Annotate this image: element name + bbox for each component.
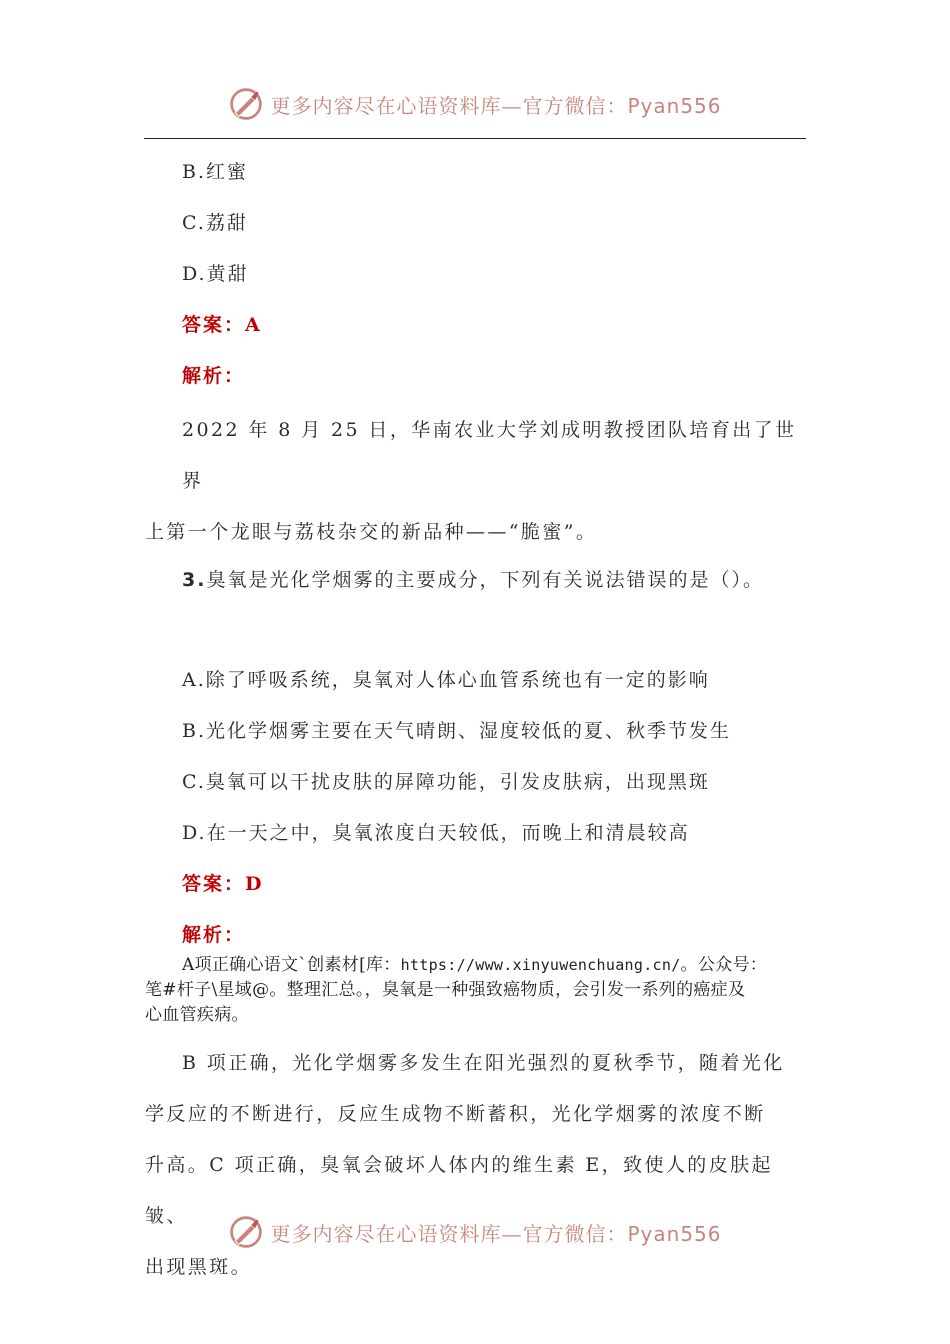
header-divider (144, 138, 806, 139)
page-footer (0, 1208, 950, 1256)
q3-analysis-line-1: B 项正确，光化学烟雾多发生在阳光强烈的夏秋季节，随着光化 (182, 1052, 785, 1074)
q3-small-line-1: A项正确心语文`创素材[库：https://www.xinyuwenchuang.cn/。公众号： (182, 955, 768, 975)
q3-answer: 答案：D (182, 873, 264, 895)
q3-analysis-line-3: 升高。C 项正确，臭氧会破坏人体内的维生素 E，致使人的皮肤起皱、 (145, 1154, 773, 1227)
q3-number: 3. (182, 569, 207, 591)
footer-brand (228, 1214, 721, 1250)
q2-analysis-line-1: 2022 年 8 月 25 日，华南农业大学刘成明教授团队培育出了世界 (182, 419, 797, 492)
q3-question-text: 臭氧是光化学烟雾的主要成分，下列有关说法错误的是（）。 (206, 569, 764, 591)
q3-small-line-2: 笔#杆子\星域@。整理汇总。，臭氧是一种强致癌物质，会引发一系列的癌症及 (145, 980, 746, 1000)
q3-analysis-label: 解析： (182, 924, 246, 946)
q2-analysis-line-2: 上第一个龙眼与荔枝杂交的新品种——“脆蜜”。 (145, 521, 598, 543)
pen-nib-logo-icon (228, 1214, 264, 1250)
q3-option-b: B.光化学烟雾主要在天气晴朗、湿度较低的夏、秋季节发生 (182, 720, 732, 742)
q3-option-d: D.在一天之中，臭氧浓度白天较低，而晚上和清晨较高 (182, 822, 690, 844)
q3-analysis-line-2: 学反应的不断进行，反应生成物不断蓄积，光化学烟雾的浓度不断 (145, 1103, 766, 1125)
header-brand (228, 86, 721, 122)
document-body (145, 150, 810, 1293)
q3-analysis-line-4: 出现黑斑。 (145, 1256, 253, 1278)
q3-option-a: A.除了呼吸系统，臭氧对人体心血管系统也有一定的影响 (182, 669, 710, 691)
q2-analysis-text (145, 405, 810, 558)
page-header (0, 80, 950, 128)
q2-answer: 答案：A (182, 314, 262, 336)
header-brand-text: 更多内容尽在心语资料库—官方微信：Pyan556 (270, 93, 722, 118)
q3-small-line-3: 心血管疾病。 (145, 1005, 249, 1025)
q2-option-b: B.红蜜 (182, 161, 249, 183)
q2-option-c: C.荔甜 (182, 212, 248, 234)
q3-question (145, 558, 810, 658)
q2-analysis-label: 解析： (182, 365, 246, 387)
pen-nib-logo-icon (228, 86, 264, 122)
q3-analysis-small-text (145, 953, 810, 1028)
footer-brand-text: 更多内容尽在心语资料库—官方微信：Pyan556 (270, 1221, 722, 1246)
source-url: https://www.xinyuwenchuang.cn/ (400, 956, 681, 974)
q3-option-c: C.臭氧可以干扰皮肤的屏障功能，引发皮肤病，出现黑斑 (182, 771, 710, 793)
q2-option-d: D.黄甜 (182, 263, 249, 285)
